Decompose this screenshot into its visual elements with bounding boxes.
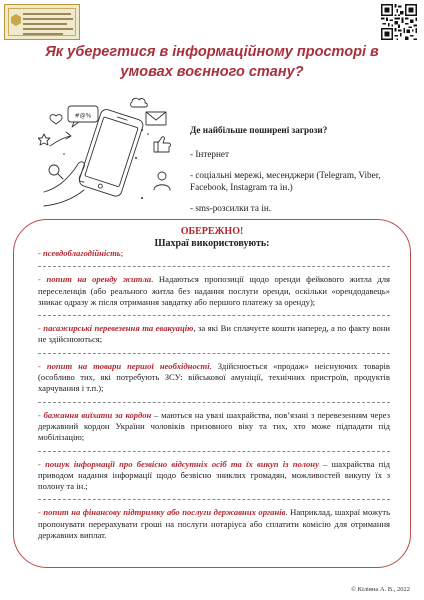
warning-subtitle: Шахраї використовують: [154, 238, 270, 249]
threat-item: - соціальні мережі, месенджери (Telegram, Viber, Facebook, Instagram та ін.) [190, 170, 381, 192]
star-icon [38, 134, 50, 145]
threats-section [190, 125, 410, 225]
smartphone-illustration [38, 94, 176, 218]
svg-text:#@%: #@% [74, 112, 92, 120]
list-item: - псевдоблагодійність; [38, 248, 124, 258]
cloud-icon [131, 98, 148, 107]
smartphone-icon [78, 108, 145, 198]
threat-item: - sms-розсилки та ін. [190, 203, 272, 213]
page-title: Як уберегтися в інформаційному просторі в умовах воєнного стану? [45, 44, 379, 80]
copyright: © Кіліяна А. В., 2022 [351, 586, 410, 593]
divider [38, 451, 390, 452]
heart-icon [50, 115, 62, 124]
list-item: - бажання виїхати за кордон – маються на увазі шахрайства, пов’язані з перевезенням через державний кордон України чоловіків призовного віку та тих, хто може підпадати під мобілізацію; [38, 409, 390, 443]
divider [38, 315, 390, 316]
magnifier-icon [49, 165, 63, 179]
qr-code-icon [381, 4, 417, 40]
list-item: - пошук інформації про безвісно відсутніх осіб та їх викуп із полону – шахрайства під приводом надання інформації щодо безвісно зниклих громадян, можливостей викупу їх з полону та ін.; [38, 458, 390, 492]
thumbs-up-icon [154, 137, 171, 152]
envelope-icon [146, 112, 166, 125]
library-logo [4, 4, 80, 40]
divider [38, 499, 390, 500]
threat-item: - Інтернет [190, 148, 230, 159]
scam-list [38, 248, 390, 548]
user-icon [154, 172, 170, 190]
divider [38, 402, 390, 403]
divider [38, 353, 390, 354]
arrow-icon [50, 132, 71, 146]
list-item: - попит на фінансову підтримку або послуги державних органів. Наприклад, шахраї можуть пропонувати перерахувати гроші на послуги нотаріуса або сплатити комісію для отримання державних виплат. [38, 507, 390, 541]
hand-icon [44, 162, 84, 206]
list-item: - попит на оренду житла. Надаються пропозиції щодо оренди фейкового житла для переселенців (або реального житла без надання послуги оренди, оскільки «орендодавець» зникає одразу ж після отримання завдатку або першого платежу за оренду); [38, 274, 390, 307]
list-item: - пасажирські перевезення та евакуацію, за які Ви сплачуєте кошти наперед, а по факту вони не здійснюються; [38, 323, 390, 345]
chat-bubble-icon [68, 106, 98, 127]
divider [38, 266, 390, 267]
warning-title: ОБЕРЕЖНО! [180, 226, 244, 237]
threats-heading: Де найбільше поширені загрози? [190, 125, 328, 135]
list-item: - попит на товари першої необхідності. Здійснюється «продаж» неіснуючих товарів (особливо тих, які потребують ЗСУ: військової амуніції, технічних пристроїв, продуктів харчування і т.п.); [38, 360, 390, 394]
